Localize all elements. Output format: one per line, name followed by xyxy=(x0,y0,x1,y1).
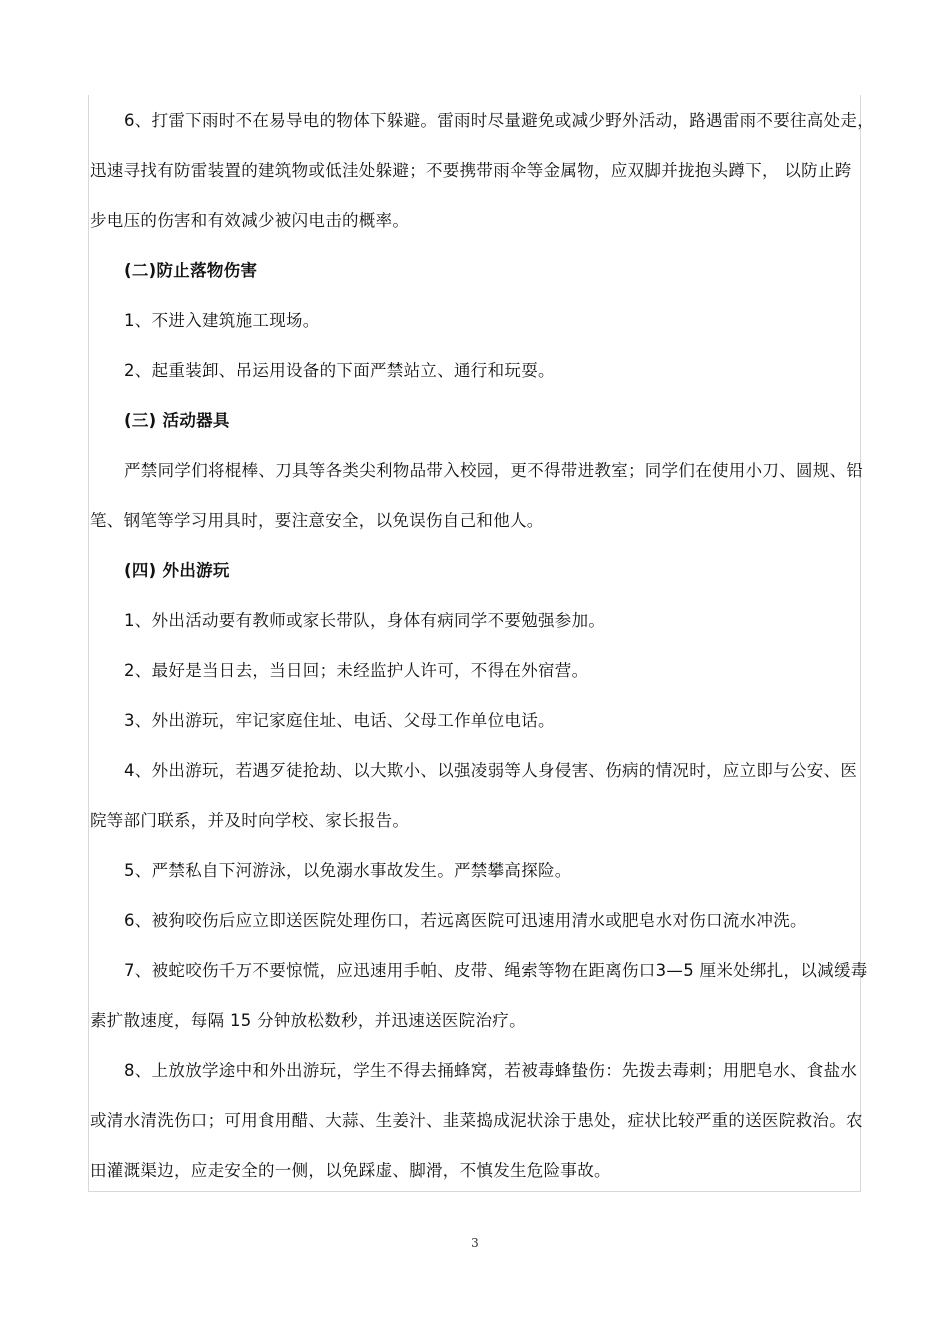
paragraph-line: 8、上放放学途中和外出游玩，学生不得去捅蜂窝，若被毒蜂蛰伤：先拨去毒刺；用肥皂水、食盐水 xyxy=(124,1061,858,1080)
paragraph-line: 7、被蛇咬伤千万不要惊慌，应迅速用手帕、皮带、绳索等物在距离伤口3—5 厘米处绑扎，以减缓毒 xyxy=(124,961,868,980)
paragraph-line: 迅速寻找有防雷装置的建筑物或低洼处躲避；不要携带雨伞等金属物，应双脚并拢抱头蹲下， 以防止跨 xyxy=(90,161,852,180)
page-number: 3 xyxy=(471,1236,479,1250)
paragraph-line: 素扩散速度，每隔 15 分钟放松数秒，并迅速送医院治疗。 xyxy=(90,1011,526,1030)
paragraph-line: 5、严禁私自下河游泳，以免溺水事故发生。严禁攀高探险。 xyxy=(124,861,572,880)
paragraph-line: 步电压的伤害和有效减少被闪电击的概率。 xyxy=(90,211,410,230)
paragraph-line: 严禁同学们将棍棒、刀具等各类尖利物品带入校园，更不得带进教室；同学们在使用小刀、圆规、铅 xyxy=(124,461,864,480)
section-heading: (四) 外出游玩 xyxy=(124,561,230,580)
paragraph-line: 田灌溉渠边，应走安全的一侧，以免踩虚、脚滑，不慎发生危险事故。 xyxy=(90,1161,611,1180)
paragraph-line: 6、打雷下雨时不在易导电的物体下躲避。雷雨时尽量避免或减少野外活动，路遇雷雨不要往高处走， xyxy=(124,111,874,130)
document-body xyxy=(90,96,872,1196)
paragraph-line: 1、不进入建筑施工现场。 xyxy=(124,311,320,330)
paragraph-line: 院等部门联系，并及时向学校、家长报告。 xyxy=(90,811,410,830)
paragraph-line: 笔、钢笔等学习用具时，要注意安全，以免误伤自己和他人。 xyxy=(90,511,544,530)
section-heading: (三) 活动器具 xyxy=(124,411,230,430)
section-heading: (二)防止落物伤害 xyxy=(124,261,258,280)
paragraph-line: 1、外出活动要有教师或家长带队，身体有病同学不要勉强参加。 xyxy=(124,611,606,630)
paragraph-line: 6、被狗咬伤后应立即送医院处理伤口，若远离医院可迅速用清水或肥皂水对伤口流水冲洗。 xyxy=(124,911,807,930)
paragraph-line: 2、最好是当日去，当日回；未经监护人许可，不得在外宿营。 xyxy=(124,661,589,680)
paragraph-line: 4、外出游玩，若遇歹徒抢劫、以大欺小、以强凌弱等人身侵害、伤病的情况时，应立即与公安、医 xyxy=(124,761,858,780)
paragraph-line: 2、起重装卸、吊运用设备的下面严禁站立、通行和玩耍。 xyxy=(124,361,555,380)
paragraph-line: 或清水清洗伤口；可用食用醋、大蒜、生姜汁、韭菜捣成泥状涂于患处，症状比较严重的送医院救治。农 xyxy=(90,1111,863,1130)
paragraph-line: 3、外出游玩，牢记家庭住址、电话、父母工作单位电话。 xyxy=(124,711,555,730)
